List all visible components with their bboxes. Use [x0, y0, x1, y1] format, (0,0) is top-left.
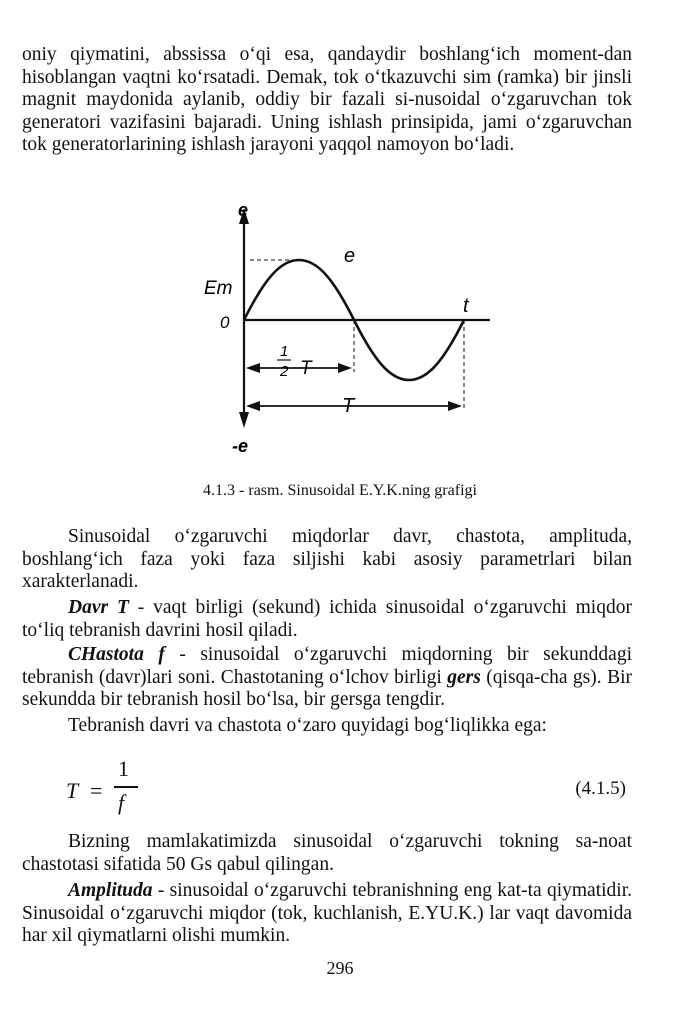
figure-caption: 4.1.3 - rasm. Sinusoidal E.Y.K.ning grafigi: [203, 482, 477, 499]
label-e-curve: e: [344, 245, 356, 267]
formula-period-frequency: [60, 756, 640, 826]
term-period: Davr T: [68, 597, 129, 618]
paragraph-industrial-frequency: Bizning mamlakatimizda sinusoidal o‘zgaruvchi tokning sa-noat chastotasi sifatida 50 Gs qabul qilingan.: [22, 831, 632, 875]
formula-equals: =: [90, 778, 103, 803]
page-number: 296: [326, 958, 354, 978]
paragraph-intro: oniy qiymatini, abssissa o‘qi esa, qandaydir boshlang‘ich moment-dan hisoblangan vaqtni ko‘rsatadi. Demak, tok o‘tkazuvchi sim (ramka) bir jinsli magnit maydonida aylanib, oddiy bir fazali si-nusoidal o‘zgaruvchan tok generatori vazifasini bajaradi. Uning ishlash prinsipida, jami o‘zgaruvchan tok generatorlarining ishlash jarayoni yaqqol namoyon bo‘ladi.: [22, 44, 632, 155]
label-em: Em: [204, 278, 233, 299]
paragraph-period: Davr T - vaqt birligi (sekund) ichida sinusoidal o‘zgaruvchi miqdor to‘liq tebranish davrini hosil qiladi.: [22, 597, 632, 641]
label-e-top: e: [238, 200, 249, 220]
label-half-num: 1: [280, 343, 289, 360]
paragraph-relation: Tebranish davri va chastota o‘zaro quyidagi bog‘liqlikka ega:: [68, 715, 547, 736]
label-origin: 0: [220, 313, 230, 332]
label-half-T: T: [300, 358, 312, 379]
y-axis-arrow-down: [239, 412, 249, 428]
label-T: T: [342, 395, 355, 417]
formula-number: (4.1.5): [575, 778, 626, 799]
term-frequency: CHastota f: [68, 644, 165, 665]
sinusoidal-emf-graph: [200, 196, 520, 466]
formula-numerator: 1: [118, 756, 129, 781]
formula-fraction-bar: [114, 786, 138, 788]
label-e-bottom: -e: [232, 436, 249, 456]
paragraph-parameters: Sinusoidal o‘zgaruvchi miqdorlar davr, chastota, amplituda, boshlang‘ich faza yoki faza siljishi kabi asosiy parametrlari bilan xarakterlanadi.: [22, 526, 632, 592]
label-half-den: 2: [280, 363, 289, 380]
formula-denominator: f: [118, 790, 125, 815]
term-amplitude: Amplituda: [68, 880, 153, 901]
formula-lhs: T: [66, 778, 79, 803]
term-gers: gers: [447, 666, 481, 688]
paragraph-amplitude: Amplituda - sinusoidal o‘zgaruvchi tebranishning eng kat-ta qiymatidir. Sinusoidal o‘zgaruvchi miqdor (tok, kuchlanish, E.YU.K.) lar vaqt davomida har xil qiymatlarni olishi mumkin.: [22, 880, 632, 946]
paragraph-frequency: CHastota f - sinusoidal o‘zgaruvchi miqdorning bir sekunddagi tebranish (davr)lari soni. Chastotaning o‘lchov birligi gers (qisqa-cha gs). Bir sekundda bir tebranish hosil bo‘lsa, bir gersga tengdir.: [22, 644, 632, 710]
label-t: t: [463, 295, 469, 317]
